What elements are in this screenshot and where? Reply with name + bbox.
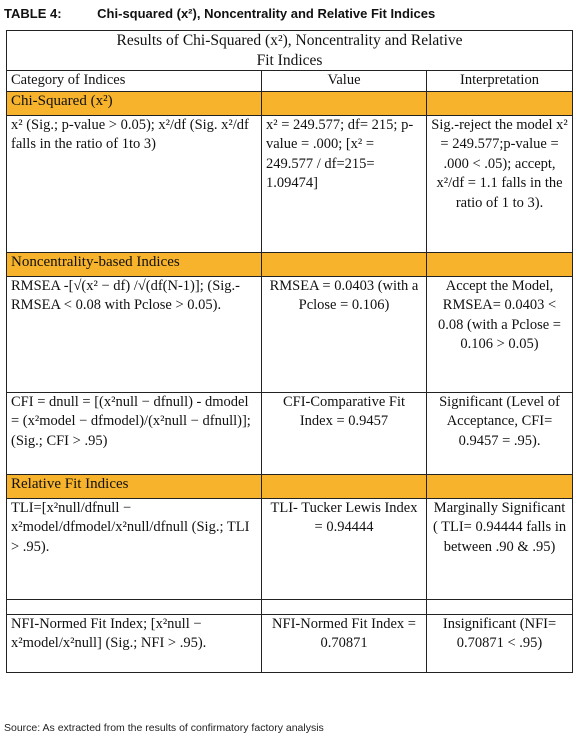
cell-value: CFI-Comparative Fit Index = 0.9457 — [262, 392, 427, 474]
category-empty-cell — [262, 474, 427, 498]
cell-value: x² = 249.577; df= 215; p-value = .000; [x² = 249.577 / df=215= 1.09474] — [262, 115, 427, 252]
fit-indices-table — [6, 30, 573, 673]
category-row-relative-fit — [7, 474, 573, 498]
cell-value: NFI-Normed Fit Index = 0.70871 — [262, 614, 427, 672]
table-number: TABLE 4: — [4, 6, 62, 21]
header-row — [7, 71, 573, 92]
cell-category: CFI = dnull = [(x²null − dfnull) - dmodel = (x²model − dfmodel)/(x²null − dfnull)]; (Sig.; CFI > .95) — [7, 392, 262, 474]
table-row-cfi — [7, 392, 573, 474]
category-empty-cell — [262, 91, 427, 115]
header-category: Category of Indices — [7, 71, 262, 92]
category-row-chi-squared — [7, 91, 573, 115]
header-interpretation: Interpretation — [427, 71, 573, 92]
cell-category: NFI-Normed Fit Index; [x²null − x²model/x²null] (Sig.; NFI > .95). — [7, 614, 262, 672]
cell-interpretation: Marginally Significant ( TLI= 0.94444 falls in between .90 & .95) — [427, 498, 573, 599]
cell-category: x² (Sig.; p-value > 0.05); x²/df (Sig. x²/df falls in the ratio of 1to 3) — [7, 115, 262, 252]
category-label: Relative Fit Indices — [7, 474, 262, 498]
table-caption — [4, 6, 435, 21]
cell-value: TLI- Tucker Lewis Index = 0.94444 — [262, 498, 427, 599]
cell-interpretation: Sig.-reject the model x² = 249.577;p-value = .000 < .05); accept, x²/df = 1.1 falls in the ratio of 1 to 3). — [427, 115, 573, 252]
cell-interpretation: Insignificant (NFI= 0.70871 < .95) — [427, 614, 573, 672]
category-empty-cell — [427, 252, 573, 276]
category-row-noncentrality — [7, 252, 573, 276]
cell-value: RMSEA = 0.0403 (with a Pclose = 0.106) — [262, 276, 427, 392]
table-row-nfi — [7, 614, 573, 672]
table-title-cell — [7, 31, 573, 71]
table-title: Results of Chi-Squared (x²), Noncentrality and Relative Fit Indices — [116, 32, 463, 69]
table-caption-title: Chi-squared (x²), Noncentrality and Relative Fit Indices — [97, 6, 436, 21]
table-row-rmsea — [7, 276, 573, 392]
cell-category: RMSEA -[√(x² − df) /√(df(N-1)]; (Sig.-RMSEA < 0.08 with Pclose > 0.05). — [7, 276, 262, 392]
table-title-row — [7, 31, 573, 71]
cell-interpretation: Accept the Model, RMSEA= 0.0403 < 0.08 (with a Pclose = 0.106 > 0.05) — [427, 276, 573, 392]
cell-category: TLI=[x²null/dfnull − x²model/dfmodel/x²null/dfnull (Sig.; TLI > .95). — [7, 498, 262, 599]
table-row-chi-squared — [7, 115, 573, 252]
cell-interpretation: Significant (Level of Acceptance, CFI= 0.9457 = .95). — [427, 392, 573, 474]
spacer-row — [7, 599, 573, 614]
category-label: Noncentrality-based Indices — [7, 252, 262, 276]
category-empty-cell — [427, 474, 573, 498]
source-note: Source: As extracted from the results of confirmatory factory analysis — [4, 722, 324, 734]
category-empty-cell — [262, 252, 427, 276]
header-value: Value — [262, 71, 427, 92]
category-label: Chi-Squared (x²) — [7, 91, 262, 115]
table-row-tli — [7, 498, 573, 599]
category-empty-cell — [427, 91, 573, 115]
